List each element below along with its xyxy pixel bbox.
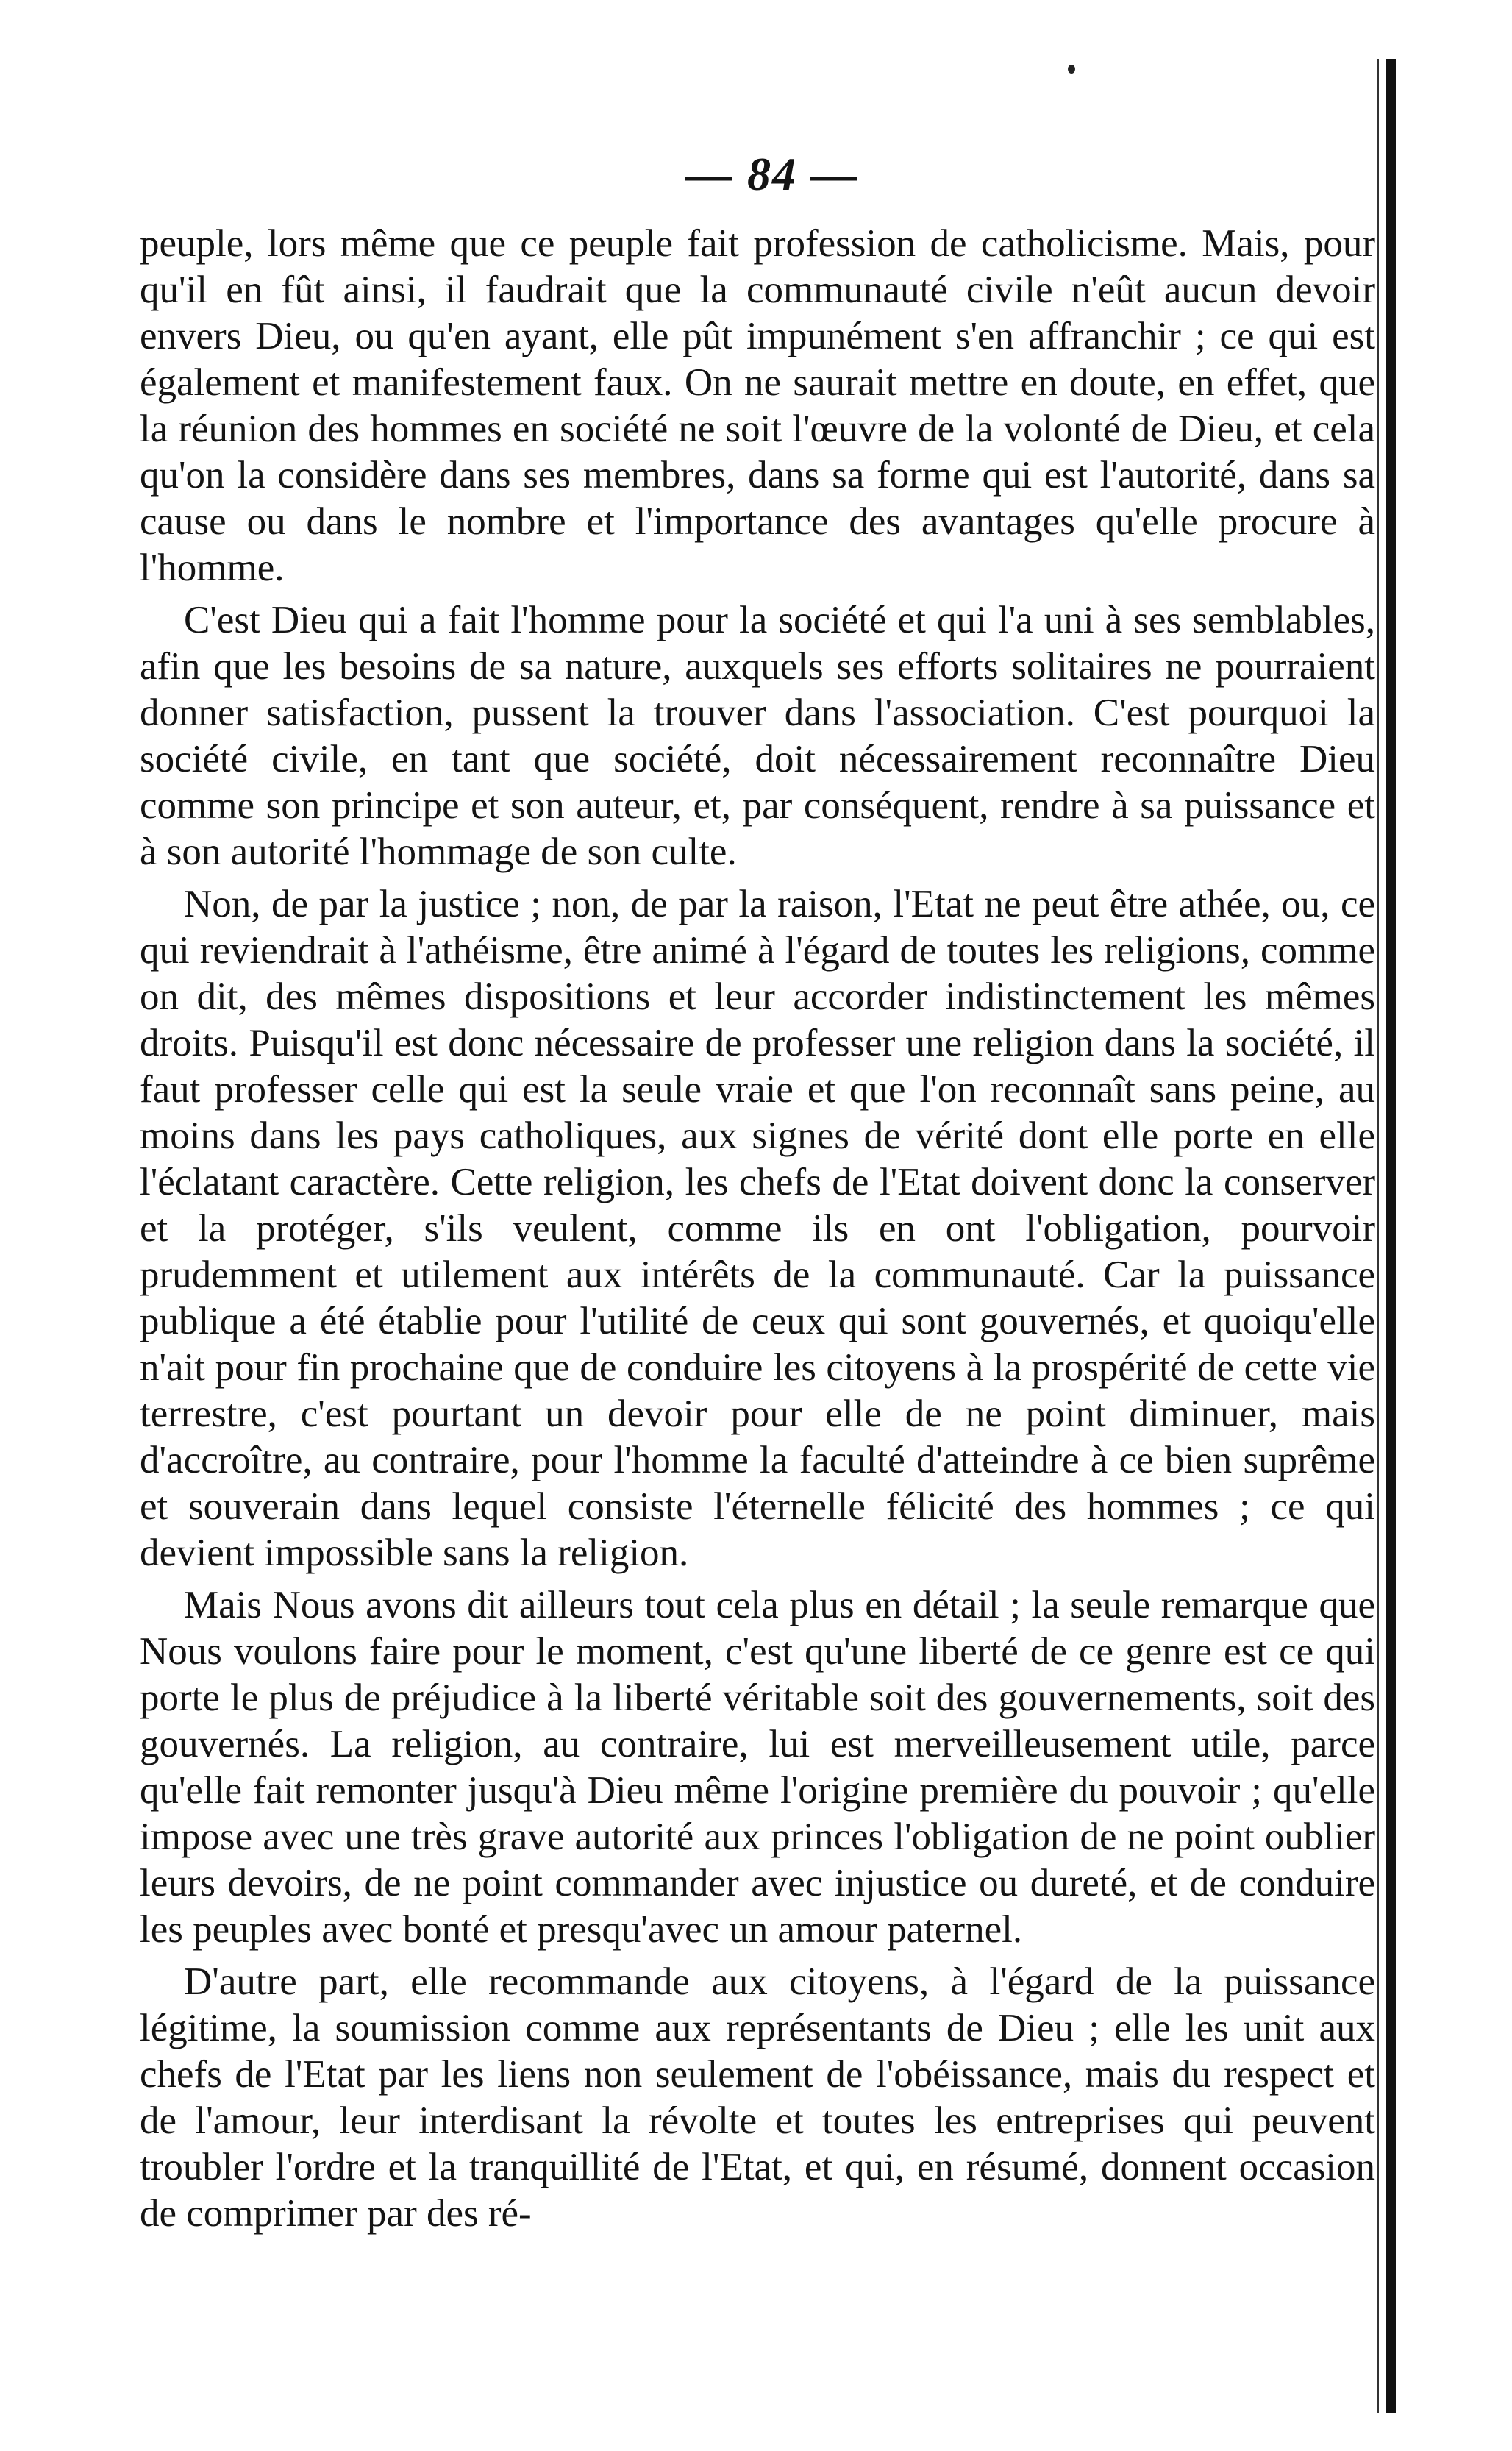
paragraph-3: Non, de par la justice ; non, de par la raison, l'Etat ne peut être athée, ou, ce qui reviendrait à l'athéisme, être animé à l'égard de toutes les religions, comme on dit, des mêmes dispositions et leur accorder indistinctement les mêmes droits. Puisqu'il est donc nécessaire de professer une religion dans la société, il faut professer celle qui est la seule vraie et que l'on reconnaît sans peine, au moins dans les pays catholiques, aux signes de vérité dont elle porte en elle l'éclatant caractère. Cette religion, les chefs de l'Etat doivent donc la conserver et la protéger, s'ils veulent, comme ils en ont l'obligation, pourvoir prudemment et utilement aux intérêts de la communauté. Car la puissance publique a été établie pour l'utilité de ceux qui sont gouvernés, et quoiqu'elle n'ait pour fin prochaine que de conduire les citoyens à la prospérité de cette vie terrestre, c'est pourtant un devoir pour elle de ne point diminuer, mais d'accroître, au contraire, pour l'homme la faculté d'atteindre à ce bien suprême et souverain dans lequel consiste l'éternelle félicité des hommes ; ce qui devient impossible sans la religion. xyxy=(140,883,1375,1574)
ink-speck xyxy=(1068,65,1075,74)
paragraph-1: peuple, lors même que ce peuple fait profession de catholicisme. Mais, pour qu'il en fût ainsi, il faudrait que la communauté civile n'eût aucun devoir envers Dieu, ou qu'en ayant, elle pût impunément s'en affranchir ; ce qui est également et manifestement faux. On ne saurait mettre en doute, en effet, que la réunion des hommes en société ne soit l'œuvre de la volonté de Dieu, et cela qu'on la considère dans ses membres, dans sa forme qui est l'autorité, dans sa cause ou dans le nombre et l'importance des avantages qu'elle procure à l'homme. xyxy=(140,222,1375,589)
margin-rule-thin xyxy=(1377,59,1379,2413)
body-text xyxy=(140,221,1375,2354)
paragraph-5: D'autre part, elle recommande aux citoyens, à l'égard de la puissance légitime, la soumission comme aux représentants de Dieu ; elle les unit aux chefs de l'Etat par les liens non seulement de l'obéissance, mais du respect et de l'amour, leur interdisant la révolte et toutes les entreprises qui peuvent troubler l'ordre et la tranquillité de l'Etat, et qui, en résumé, donnent occasion de comprimer par des ré- xyxy=(140,1960,1375,2235)
margin-rule xyxy=(1386,59,1396,2413)
page-number: — 84 — xyxy=(685,148,859,200)
paragraph-4: Mais Nous avons dit ailleurs tout cela plus en détail ; la seule remarque que Nous voulons faire pour le moment, c'est qu'une liberté de ce genre est ce qui porte le plus de préjudice à la liberté véritable soit des gouvernements, soit des gouvernés. La religion, au contraire, lui est merveilleusement utile, parce qu'elle fait remonter jusqu'à Dieu même l'origine première du pouvoir ; qu'elle impose avec une très grave autorité aux princes l'obligation de ne point oublier leurs devoirs, de ne point commander avec injustice ou dureté, et de conduire les peuples avec bonté et presqu'avec un amour paternel. xyxy=(140,1584,1375,1951)
paragraph-2: C'est Dieu qui a fait l'homme pour la société et qui l'a uni à ses semblables, afin que les besoins de sa nature, auxquels ses efforts solitaires ne pourraient donner satisfaction, pussent la trouver dans l'association. C'est pourquoi la société civile, en tant que société, doit nécessairement reconnaître Dieu comme son principe et son auteur, et, par conséquent, rendre à sa puissance et à son autorité l'hommage de son culte. xyxy=(140,599,1375,873)
